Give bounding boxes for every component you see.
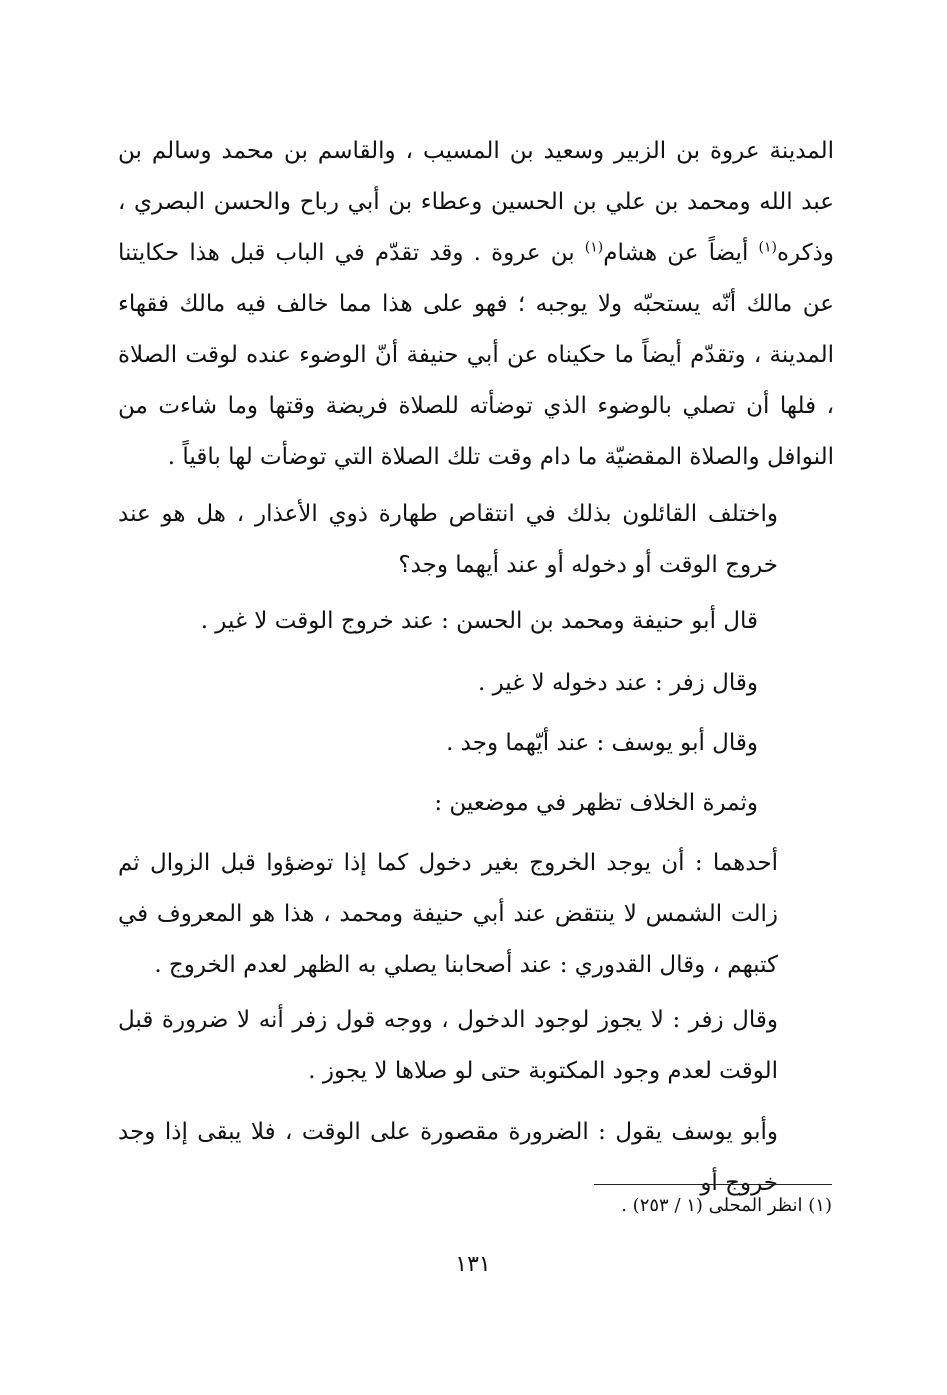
paragraph-2-text: واختلف القائلون بذلك في انتقاص طهارة ذوي الأعذار ، هل هو عند خروج الوقت أو دخوله أو عند أيهما وجد؟ [118, 501, 778, 578]
paragraph-9-text: وأبو يوسف يقول : الضرورة مقصورة على الوقت ، فلا يبقى إذا وجد خروج أو [118, 1119, 778, 1196]
paragraph-8 [118, 995, 834, 1097]
page-number: ١٣١ [455, 1252, 491, 1277]
paragraph-1-text-a: المدينة عروة بن الزبير وسعيد بن المسيب ، والقاسم بن محمد وسالم بن عبد الله ومحمد بن علي بن الحسين وعطاء بن أبي رباح والحسن البصري ، وذكره [118, 138, 834, 266]
paragraph-3 [118, 596, 834, 647]
paragraph-7 [118, 838, 834, 991]
paragraph-3-text: قال أبو حنيفة ومحمد بن الحسن : عند خروج الوقت لا غير . [200, 608, 758, 634]
paragraph-4-text: وقال زفر : عند دخوله لا غير . [477, 670, 758, 696]
paragraph-7-text: أحدهما : أن يوجد الخروج بغير دخول كما إذا توضؤوا قبل الزوال ثم زالت الشمس لا ينتقض عند أبي حنيفة ومحمد ، هذا هو المعروف في كتبهم ، وقال القدوري : عند أصحابنا يصلي به الظهر لعدم الخروج . [118, 850, 778, 978]
paragraph-2 [118, 489, 834, 591]
footnote-marker-1: (١) [758, 239, 777, 256]
paragraph-6 [118, 778, 834, 829]
footnote-divider [594, 1184, 832, 1185]
paragraph-4 [118, 658, 834, 709]
paragraph-8-text: وقال زفر : لا يجوز لوجود الدخول ، ووجه قول زفر أنه لا ضرورة قبل الوقت لعدم وجود المكتوبة حتى لو صلاها لا يجوز . [118, 1007, 778, 1084]
paragraph-1-text-b: أيضاً عن هشام [603, 240, 759, 266]
paragraph-1 [118, 126, 834, 483]
footnote: (١) انظر المحلى (١ / ٢٥٣) . [621, 1195, 832, 1216]
paragraph-5 [118, 718, 834, 769]
paragraph-6-text: وثمرة الخلاف تظهر في موضعين : [434, 790, 758, 816]
paragraph-1-text-c: بن عروة . وقد تقدّم في الباب قبل هذا حكايتنا عن مالك أنّه يستحبّه ولا يوجبه ؛ فهو على هذا مما خالف فيه مالك فقهاء المدينة ، وتقدّم أيضاً ما حكيناه عن أبي حنيفة أنّ الوضوء عنده لوقت الصلاة ، فلها أن تصلي بالوضوء الذي توضأته للصلاة فريضة وقتها وما شاءت من النوافل والصلاة المقضيّة ما دام وقت تلك الصلاة التي توضأت لها باقياً . [118, 240, 834, 470]
paragraph-5-text: وقال أبو يوسف : عند أيّهما وجد . [446, 730, 758, 756]
footnote-marker-2: (١) [584, 239, 604, 256]
